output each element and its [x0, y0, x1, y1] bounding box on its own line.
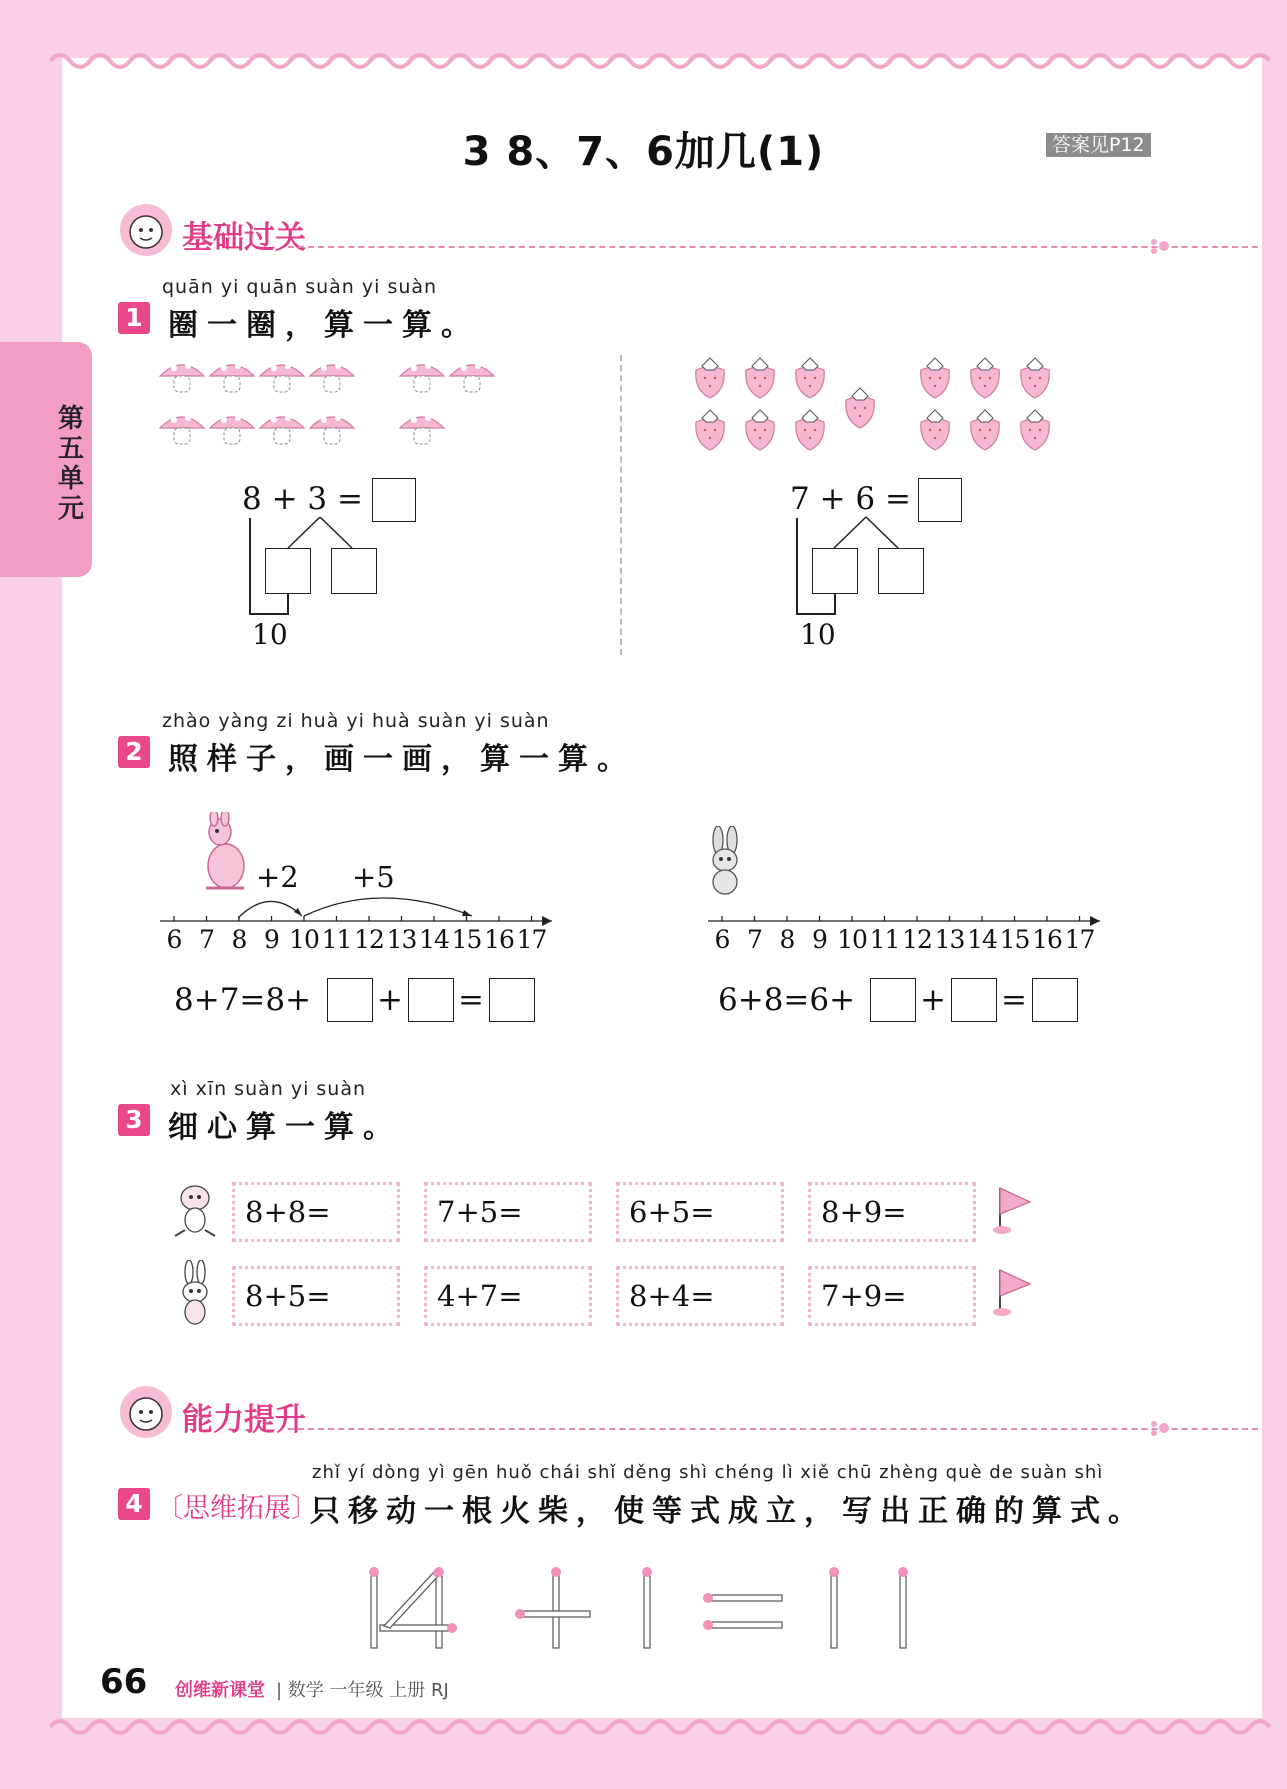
q2-right-eq-start: 6+8=6+ [718, 982, 856, 1018]
q1-left-ten: 10 [252, 618, 288, 651]
q1-pinyin: quān yi quān suàn yi suàn [162, 276, 438, 298]
calc-expression: 8+8= [245, 1195, 331, 1229]
calc-box[interactable] [424, 1266, 592, 1326]
tick-label: 14 [419, 925, 449, 954]
dots-icon [1138, 234, 1178, 258]
strawberry-icon [1021, 410, 1049, 450]
rabbit-runner-icon [165, 1260, 225, 1328]
q1-left-bracket-v [249, 518, 251, 615]
tick-label: 12 [354, 925, 384, 954]
q2-right-equals: = [1001, 982, 1027, 1018]
tick-label: 14 [967, 925, 997, 954]
strawberry-icon [1021, 358, 1049, 398]
tick-label: 13 [934, 925, 965, 954]
q2-pinyin: zhào yàng zi huà yi huà suàn yi suàn [162, 710, 550, 732]
tick-label: 9 [264, 925, 279, 954]
mushroom-icon [210, 363, 254, 392]
q2-right-plus: + [920, 982, 946, 1018]
q2-left-box-2[interactable] [408, 978, 454, 1022]
mushroom-icon [400, 415, 444, 444]
mushroom-icon [260, 415, 304, 444]
rabbit-icon [700, 826, 750, 896]
dots-icon [1138, 1416, 1178, 1440]
number-line-left-labels [160, 925, 560, 961]
tick-label: 17 [516, 925, 547, 954]
q1-left-split-lines [280, 515, 380, 550]
child-avatar-icon [118, 1384, 174, 1440]
q2-left-eq-start: 8+7=8+ [174, 982, 312, 1018]
mushroom-icon [400, 363, 444, 392]
page-number: 66 [100, 1662, 148, 1702]
calc-box[interactable] [232, 1266, 400, 1326]
q1-right-bracket-h [796, 613, 836, 615]
q3-pinyin: xì xīn suàn yi suàn [170, 1078, 367, 1100]
q2-right-box-2[interactable] [951, 978, 997, 1022]
calc-expression: 6+5= [629, 1195, 715, 1229]
q4-text: 只移动一根火柴，使等式成立，写出正确的算式。 [310, 1494, 1146, 1529]
tick-label: 16 [484, 925, 514, 954]
finish-flag-icon [992, 1266, 1036, 1318]
child-avatar-icon [118, 202, 174, 258]
section-title: 能力提升 [182, 1402, 306, 1438]
strawberry-icon [921, 358, 949, 398]
q2-right-result-box[interactable] [1032, 978, 1078, 1022]
calc-expression: 7+9= [821, 1279, 907, 1313]
tick-label: 9 [812, 925, 827, 954]
tick-label: 10 [837, 925, 867, 954]
section-divider [288, 1428, 1258, 1430]
strawberry-group [690, 356, 1090, 466]
number-line-right-labels [708, 925, 1108, 961]
mushroom-icon [310, 363, 354, 392]
tick-label: 6 [166, 925, 182, 954]
q1-divider [620, 355, 622, 655]
strawberry-icon [746, 358, 774, 398]
tick-label: 17 [1064, 925, 1095, 954]
strawberry-icon [971, 358, 999, 398]
q1-right-ten: 10 [800, 618, 836, 651]
q1-number: 1 [118, 302, 150, 334]
tick-label: 13 [386, 925, 417, 954]
unit-label: 第五单元 [57, 404, 84, 524]
calc-box[interactable] [232, 1182, 400, 1242]
calc-expression: 8+9= [821, 1195, 907, 1229]
q1-right-split-box-1[interactable] [812, 548, 858, 594]
mushroom-icon [210, 415, 254, 444]
q2-left-plus: + [377, 982, 403, 1018]
calc-box[interactable] [808, 1266, 976, 1326]
q1-left-split-box-1[interactable] [265, 548, 311, 594]
answer-reference: 答案见P12 [1046, 133, 1151, 157]
strawberry-icon [921, 410, 949, 450]
strawberry-icon [746, 410, 774, 450]
matchstick-puzzle [360, 1560, 920, 1660]
q1-right-bracket-v [796, 518, 798, 615]
mushroom-icon [310, 415, 354, 444]
q2-number: 2 [118, 736, 150, 768]
strawberry-icon [846, 388, 874, 428]
tick-label: 15 [451, 925, 482, 954]
q1-left-split-box-2[interactable] [331, 548, 377, 594]
calc-expression: 8+4= [629, 1279, 715, 1313]
q1-left-equation: 8 + 3 = [242, 481, 363, 517]
jump-label-2: +5 [352, 860, 395, 894]
tick-label: 15 [999, 925, 1030, 954]
finish-flag-icon [992, 1184, 1036, 1236]
calc-expression: 8+5= [245, 1279, 331, 1313]
q4-number: 4 [118, 1488, 150, 1520]
section-title: 基础过关 [182, 220, 306, 256]
mushroom-group [158, 356, 508, 466]
q1-right-split-box-2[interactable] [878, 548, 924, 594]
q2-text: 照样子，画一画，算一算。 [168, 742, 636, 777]
mushroom-icon [260, 363, 304, 392]
q1-right-equation: 7 + 6 = [790, 481, 911, 517]
q2-left-equals: = [458, 982, 484, 1018]
q3-text: 细心算一算。 [168, 1110, 402, 1145]
brand-name: 创维新课堂 [175, 1680, 265, 1701]
calc-expression: 7+5= [437, 1195, 523, 1229]
top-wave-border [50, 46, 1275, 76]
calc-expression: 4+7= [437, 1279, 523, 1313]
unit-side-tab [0, 342, 92, 577]
q2-left-box-1[interactable] [327, 978, 373, 1022]
section-advance-header [118, 1384, 1268, 1444]
bottom-wave-border [50, 1712, 1275, 1742]
q4-pinyin: zhǐ yí dòng yì gēn huǒ chái shǐ děng shì chéng lì xiě chū zhèng què de suàn shì [312, 1462, 1104, 1483]
jump-label-1: +2 [256, 860, 299, 894]
strawberry-icon [796, 410, 824, 450]
tick-label: 7 [199, 925, 214, 954]
tick-label: 8 [779, 925, 795, 954]
q1-right-split-lines [826, 515, 926, 550]
strawberry-icon [971, 410, 999, 450]
q3-number: 3 [118, 1104, 150, 1136]
q2-left-result-box[interactable] [489, 978, 535, 1022]
tick-label: 6 [714, 925, 730, 954]
q4-tag: 〔思维拓展〕 [156, 1493, 318, 1524]
tick-label: 8 [231, 925, 247, 954]
mushroom-icon [160, 415, 204, 444]
mushroom-icon [160, 363, 204, 392]
q1-text: 圈一圈，算一算。 [168, 308, 480, 343]
calc-box[interactable] [808, 1182, 976, 1242]
section-divider [288, 246, 1258, 248]
mushroom-icon [450, 363, 494, 392]
page-title: 3 8、7、6加几(1) [462, 129, 825, 175]
calc-box[interactable] [424, 1182, 592, 1242]
book-info: | 数学 一年级 上册 RJ [276, 1680, 449, 1701]
tick-label: 12 [902, 925, 932, 954]
tick-label: 11 [321, 925, 352, 954]
q2-right-box-1[interactable] [870, 978, 916, 1022]
tick-label: 16 [1032, 925, 1062, 954]
strawberry-icon [696, 358, 724, 398]
tick-label: 10 [289, 925, 319, 954]
section-basic-header [118, 202, 1268, 262]
tick-label: 7 [747, 925, 762, 954]
calc-box[interactable] [616, 1266, 784, 1326]
tick-label: 11 [869, 925, 900, 954]
strawberry-icon [796, 358, 824, 398]
dog-runner-icon [165, 1178, 225, 1238]
strawberry-icon [696, 410, 724, 450]
q1-left-bracket-h [249, 613, 289, 615]
calc-box[interactable] [616, 1182, 784, 1242]
